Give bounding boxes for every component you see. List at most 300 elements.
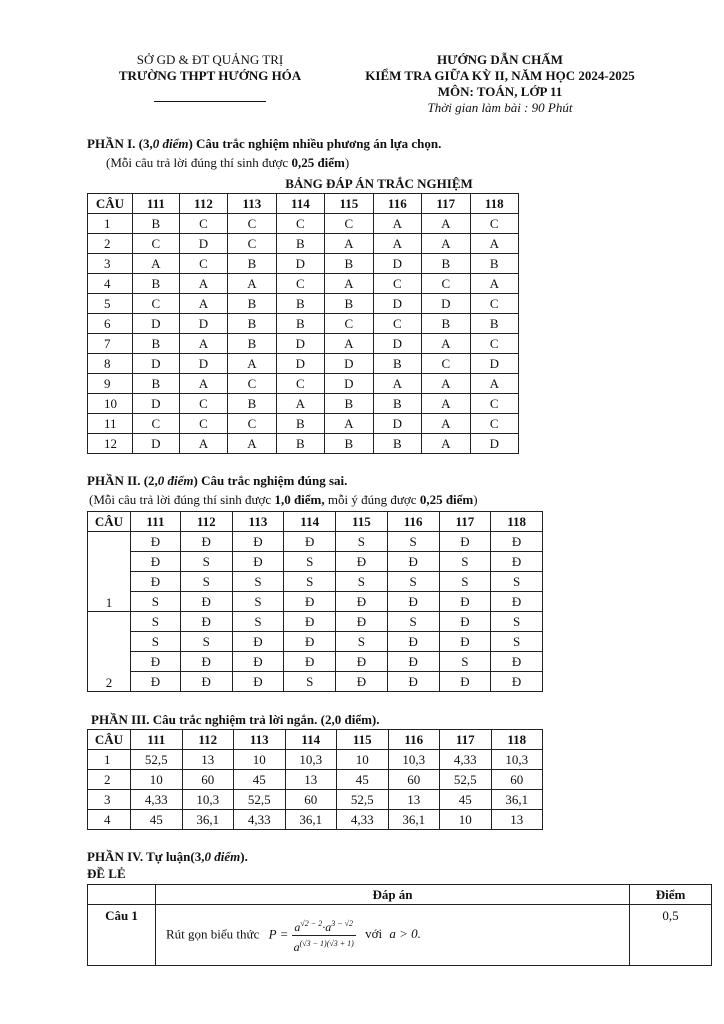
answer-cell: D: [373, 414, 421, 434]
table-header-cell: 116: [373, 194, 421, 214]
answer-cell: 36,1: [491, 790, 543, 810]
answer-cell: B: [276, 294, 324, 314]
answer-cell: 4,33: [131, 790, 183, 810]
answer-cell: 60: [388, 770, 440, 790]
answer-cell: A: [276, 394, 324, 414]
answer-cell: B: [276, 314, 324, 334]
answer-cell: C: [470, 294, 518, 314]
answer-cell: A: [422, 214, 470, 234]
answer-cell: 10,3: [285, 750, 337, 770]
table-header-cell: 115: [325, 194, 373, 214]
table-header-cell: 113: [228, 194, 276, 214]
question-number-cell: 2: [88, 612, 131, 692]
part1-answer-table: [87, 193, 519, 454]
answer-cell: Đ: [387, 552, 439, 572]
answer-cell: C: [133, 234, 180, 254]
answer-cell: 13: [491, 810, 543, 830]
essay-q1-content: [156, 905, 630, 966]
answer-cell: B: [325, 294, 373, 314]
answer-cell: A: [325, 274, 373, 294]
answer-cell: B: [373, 434, 421, 454]
answer-cell: A: [422, 334, 470, 354]
question-number-cell: 1: [88, 214, 133, 234]
answer-cell: 45: [337, 770, 389, 790]
part2-answer-table: [87, 511, 543, 692]
table-header-cell: 115: [336, 512, 388, 532]
essay-q1-label: Câu 1: [88, 905, 156, 966]
question-number-cell: 4: [88, 274, 133, 294]
answer-cell: Đ: [131, 572, 181, 592]
table-header-cell: CÂU: [88, 512, 131, 532]
answer-cell: C: [470, 214, 518, 234]
question-number-cell: 3: [88, 790, 131, 810]
table-header-cell: 112: [180, 512, 232, 532]
answer-cell: A: [373, 234, 421, 254]
answer-cell: Đ: [131, 652, 181, 672]
answer-cell: D: [179, 354, 227, 374]
table-row: [88, 790, 543, 810]
answer-cell: D: [133, 434, 180, 454]
answer-cell: D: [470, 434, 518, 454]
answer-cell: C: [470, 394, 518, 414]
answer-cell: Đ: [387, 652, 439, 672]
part2-note-b: 1,0 điểm,: [274, 492, 325, 507]
part4-title-b: 0 điểm: [204, 849, 241, 864]
part2-title: [87, 473, 347, 489]
answer-cell: D: [325, 374, 373, 394]
part1-note-b: 0,25 điểm: [291, 155, 345, 170]
answer-cell: A: [470, 374, 518, 394]
answer-cell: Đ: [180, 592, 232, 612]
answer-cell: C: [470, 414, 518, 434]
answer-cell: S: [284, 672, 336, 692]
answer-cell: Đ: [491, 532, 543, 552]
answer-cell: B: [325, 394, 373, 414]
formula-numerator: $a^{√2 - 2}\cdot a^{3 - √2}$: [292, 916, 356, 936]
question-number-cell: 3: [88, 254, 133, 274]
answer-cell: Đ: [491, 672, 543, 692]
answer-cell: Đ: [232, 672, 284, 692]
answer-cell: A: [325, 234, 373, 254]
table-row: [88, 274, 519, 294]
answer-cell: Đ: [232, 532, 284, 552]
answer-cell: D: [276, 334, 324, 354]
answer-cell: B: [228, 314, 276, 334]
answer-cell: B: [276, 234, 324, 254]
formula-fraction: [292, 916, 356, 955]
table-header-cell: 114: [284, 512, 336, 532]
answer-cell: A: [179, 374, 227, 394]
part1-header-row: [88, 194, 519, 214]
answer-cell: B: [133, 334, 180, 354]
answer-cell: Đ: [284, 632, 336, 652]
answer-cell: B: [276, 434, 324, 454]
table-row: [88, 592, 543, 612]
answer-cell: Đ: [180, 672, 232, 692]
answer-cell: S: [180, 632, 232, 652]
answer-cell: 13: [285, 770, 337, 790]
answer-cell: C: [276, 274, 324, 294]
essay-q1-formula: P = $\frac{a^{√2 - 2}\cdot a^{3 - √2}}{a^{(√3 - 1)(√3 + 1)}}$: [269, 916, 356, 955]
table-row: [88, 552, 543, 572]
answer-cell: Đ: [336, 612, 388, 632]
answer-cell: 45: [131, 810, 183, 830]
answer-cell: A: [422, 374, 470, 394]
answer-cell: Đ: [439, 532, 491, 552]
answer-cell: C: [228, 414, 276, 434]
answer-cell: S: [284, 572, 336, 592]
answer-cell: S: [491, 572, 543, 592]
answer-cell: Đ: [131, 672, 181, 692]
table-header-cell: 112: [182, 730, 234, 750]
answer-cell: C: [179, 414, 227, 434]
answer-cell: A: [325, 334, 373, 354]
essay-q1-with: với: [365, 925, 383, 941]
answer-cell: Đ: [284, 592, 336, 612]
answer-cell: S: [284, 552, 336, 572]
answer-cell: S: [336, 572, 388, 592]
answer-cell: Đ: [336, 592, 388, 612]
formula-denominator: $a^{(√3 - 1)(√3 + 1)}$: [293, 938, 354, 954]
table-row: [88, 414, 519, 434]
table-header-cell: CÂU: [88, 194, 133, 214]
answer-cell: 10: [337, 750, 389, 770]
school-header: [90, 52, 330, 102]
part3-title: PHẦN III. Câu trắc nghiệm trả lời ngắn. (2,0 điểm).: [91, 712, 380, 727]
part1-title-b: 0 điểm: [152, 136, 189, 151]
table-row: [88, 374, 519, 394]
table-row: [88, 354, 519, 374]
question-number-cell: 10: [88, 394, 133, 414]
answer-cell: 36,1: [182, 810, 234, 830]
answer-cell: Đ: [180, 532, 232, 552]
question-number-cell: 2: [88, 770, 131, 790]
part2-title-b: 0 điểm: [157, 473, 194, 488]
answer-cell: S: [439, 552, 491, 572]
table-header-cell: 115: [337, 730, 389, 750]
part2-note-a: (Mỗi câu trả lời đúng thí sinh được: [89, 492, 275, 507]
part2-note-c: mỗi ý đúng được: [324, 492, 420, 507]
answer-cell: 10: [440, 810, 492, 830]
answer-cell: 36,1: [388, 810, 440, 830]
answer-cell: C: [325, 314, 373, 334]
answer-cell: 45: [440, 790, 492, 810]
answer-cell: A: [179, 274, 227, 294]
answer-cell: D: [133, 394, 180, 414]
answer-cell: C: [133, 294, 180, 314]
answer-cell: D: [373, 254, 421, 274]
answer-cell: C: [179, 394, 227, 414]
answer-cell: B: [228, 334, 276, 354]
answer-cell: A: [325, 414, 373, 434]
part3-header-row: [88, 730, 543, 750]
answer-cell: B: [133, 214, 180, 234]
table-header-cell: 111: [131, 730, 183, 750]
answer-cell: S: [131, 632, 181, 652]
part4-title-c: ).: [240, 849, 248, 864]
answer-cell: C: [228, 234, 276, 254]
part2-note-d: 0,25 điểm: [419, 492, 474, 507]
part4-subtitle: ĐỀ LẺ: [87, 866, 126, 881]
question-number-cell: 7: [88, 334, 133, 354]
answer-cell: B: [325, 434, 373, 454]
table-row: [88, 632, 543, 652]
table-header-cell: 113: [234, 730, 286, 750]
answer-cell: B: [373, 394, 421, 414]
table-row: [88, 572, 543, 592]
table-row: [88, 770, 543, 790]
answer-cell: Đ: [180, 612, 232, 632]
answer-cell: Đ: [336, 672, 388, 692]
table-row: [88, 314, 519, 334]
answer-cell: S: [491, 632, 543, 652]
answer-cell: 10,3: [182, 790, 234, 810]
answer-cell: Đ: [387, 592, 439, 612]
answer-cell: Đ: [439, 632, 491, 652]
answer-cell: S: [439, 572, 491, 592]
answer-cell: B: [228, 294, 276, 314]
answer-cell: A: [133, 254, 180, 274]
table-header-cell: 114: [285, 730, 337, 750]
answer-cell: S: [387, 612, 439, 632]
question-number-cell: 5: [88, 294, 133, 314]
answer-cell: D: [470, 354, 518, 374]
answer-cell: D: [179, 234, 227, 254]
answer-cell: Đ: [387, 632, 439, 652]
answer-cell: D: [373, 334, 421, 354]
answer-cell: 10,3: [388, 750, 440, 770]
part1-note-c: ): [344, 155, 350, 170]
table-row: [88, 234, 519, 254]
table-row: [88, 810, 543, 830]
answer-cell: B: [470, 314, 518, 334]
answer-cell: C: [179, 254, 227, 274]
answer-cell: Đ: [439, 612, 491, 632]
part1-title-a: PHẦN I. (3,: [87, 136, 153, 151]
table-row: [88, 652, 543, 672]
answer-cell: C: [276, 214, 324, 234]
table-row: [88, 612, 543, 632]
answer-cell: D: [133, 314, 180, 334]
answer-cell: Đ: [180, 652, 232, 672]
essay-q1-text: Rút gọn biểu thức: [166, 925, 260, 941]
table-header-cell: 116: [388, 730, 440, 750]
table-header-cell: 118: [491, 730, 543, 750]
essay-col-question: [88, 885, 156, 905]
answer-cell: S: [439, 652, 491, 672]
answer-cell: C: [179, 214, 227, 234]
table-row: [88, 394, 519, 414]
table-header-cell: 113: [232, 512, 284, 532]
answer-cell: S: [336, 532, 388, 552]
doc-title: HƯỚNG DẪN CHẤM: [437, 52, 563, 67]
part2-note-e: ): [473, 492, 478, 507]
answer-cell: Đ: [284, 652, 336, 672]
answer-cell: C: [422, 274, 470, 294]
table-row: [88, 294, 519, 314]
part1-title-c: ) Câu trắc nghiệm nhiều phương án lựa chọn.: [188, 136, 442, 151]
table-header-cell: 112: [179, 194, 227, 214]
formula-var: P: [268, 925, 277, 941]
answer-cell: 52,5: [131, 750, 183, 770]
table-header-cell: 114: [276, 194, 324, 214]
answer-cell: A: [422, 234, 470, 254]
answer-cell: B: [133, 374, 180, 394]
answer-cell: 60: [182, 770, 234, 790]
answer-cell: Đ: [491, 552, 543, 572]
question-number-cell: 6: [88, 314, 133, 334]
answer-cell: A: [228, 434, 276, 454]
essay-header-row: [88, 885, 712, 905]
answer-cell: A: [373, 374, 421, 394]
table-row: [88, 750, 543, 770]
exam-header: [340, 52, 660, 116]
question-number-cell: 1: [88, 532, 131, 612]
answer-cell: Đ: [336, 652, 388, 672]
answer-cell: B: [470, 254, 518, 274]
department-name: SỞ GD & ĐT QUẢNG TRỊ: [136, 52, 284, 67]
answer-cell: D: [179, 314, 227, 334]
answer-cell: 10: [234, 750, 286, 770]
answer-cell: A: [422, 434, 470, 454]
answer-cell: S: [180, 572, 232, 592]
answer-cell: Đ: [284, 612, 336, 632]
essay-answer-table: [87, 884, 712, 966]
answer-cell: 52,5: [440, 770, 492, 790]
answer-cell: C: [325, 214, 373, 234]
table-row: [88, 532, 543, 552]
header-underline: [154, 101, 266, 102]
answer-cell: D: [325, 354, 373, 374]
table-row: [88, 672, 543, 692]
answer-cell: B: [422, 254, 470, 274]
answer-cell: D: [422, 294, 470, 314]
answer-cell: Đ: [131, 552, 181, 572]
part4-title: [87, 849, 248, 865]
answer-cell: S: [131, 612, 181, 632]
answer-cell: A: [179, 294, 227, 314]
answer-cell: B: [373, 354, 421, 374]
part2-title-a: PHẦN II. (2,: [87, 473, 158, 488]
answer-cell: Đ: [439, 592, 491, 612]
answer-cell: A: [179, 434, 227, 454]
part4-title-a: PHẦN IV. Tự luận(3,: [87, 849, 205, 864]
question-number-cell: 8: [88, 354, 133, 374]
answer-cell: Đ: [284, 532, 336, 552]
answer-cell: A: [422, 394, 470, 414]
answer-cell: C: [228, 374, 276, 394]
essay-col-answer: Đáp án: [156, 885, 630, 905]
table-row: [88, 334, 519, 354]
answer-cell: C: [133, 414, 180, 434]
answer-cell: D: [133, 354, 180, 374]
table-header-cell: 117: [439, 512, 491, 532]
answer-cell: 13: [182, 750, 234, 770]
part2-header-row: [88, 512, 543, 532]
essay-row-q1: [88, 905, 712, 966]
answer-cell: Đ: [232, 632, 284, 652]
answer-cell: C: [276, 374, 324, 394]
answer-cell: A: [228, 274, 276, 294]
subject-title: MÔN: TOÁN, LỚP 11: [437, 84, 563, 99]
answer-cell: A: [470, 234, 518, 254]
answer-cell: B: [276, 414, 324, 434]
answer-cell: Đ: [491, 592, 543, 612]
answer-cell: Đ: [439, 672, 491, 692]
answer-cell: 4,33: [337, 810, 389, 830]
answer-cell: Đ: [232, 552, 284, 572]
answer-cell: 36,1: [285, 810, 337, 830]
answer-cell: S: [232, 572, 284, 592]
table-header-cell: 117: [440, 730, 492, 750]
answer-cell: C: [228, 214, 276, 234]
essay-q1-score: 0,5: [630, 905, 712, 966]
answer-table-title: BẢNG ĐÁP ÁN TRẮC NGHIỆM: [285, 176, 473, 191]
table-header-cell: CÂU: [88, 730, 131, 750]
table-header-cell: 117: [422, 194, 470, 214]
table-row: [88, 254, 519, 274]
part1-note-a: (Mỗi câu trả lời đúng thí sinh được: [106, 155, 292, 170]
answer-cell: A: [422, 414, 470, 434]
table-header-cell: 118: [491, 512, 543, 532]
question-number-cell: 12: [88, 434, 133, 454]
question-number-cell: 2: [88, 234, 133, 254]
answer-cell: Đ: [336, 552, 388, 572]
part1-note: [106, 155, 349, 171]
answer-cell: D: [276, 254, 324, 274]
table-row: [88, 214, 519, 234]
answer-cell: B: [228, 394, 276, 414]
answer-cell: Đ: [387, 672, 439, 692]
answer-cell: 10: [131, 770, 183, 790]
answer-cell: S: [232, 612, 284, 632]
answer-cell: S: [491, 612, 543, 632]
table-row: [88, 434, 519, 454]
answer-cell: 4,33: [440, 750, 492, 770]
answer-cell: D: [276, 354, 324, 374]
answer-cell: Đ: [131, 532, 181, 552]
answer-cell: C: [470, 334, 518, 354]
answer-cell: A: [228, 354, 276, 374]
answer-cell: S: [232, 592, 284, 612]
answer-cell: 52,5: [234, 790, 286, 810]
answer-cell: A: [179, 334, 227, 354]
answer-cell: B: [325, 254, 373, 274]
answer-cell: S: [180, 552, 232, 572]
question-number-cell: 4: [88, 810, 131, 830]
part2-note: [89, 492, 478, 508]
table-header-cell: 116: [387, 512, 439, 532]
answer-cell: B: [228, 254, 276, 274]
answer-cell: 45: [234, 770, 286, 790]
answer-cell: C: [373, 314, 421, 334]
answer-cell: 52,5: [337, 790, 389, 810]
answer-cell: A: [373, 214, 421, 234]
question-number-cell: 1: [88, 750, 131, 770]
answer-cell: 10,3: [491, 750, 543, 770]
answer-cell: A: [470, 274, 518, 294]
table-header-cell: 111: [133, 194, 180, 214]
answer-cell: Đ: [491, 652, 543, 672]
answer-cell: 13: [388, 790, 440, 810]
answer-cell: 60: [491, 770, 543, 790]
answer-cell: 4,33: [234, 810, 286, 830]
answer-cell: 60: [285, 790, 337, 810]
answer-cell: C: [373, 274, 421, 294]
part3-answer-table: [87, 729, 543, 830]
answer-cell: D: [373, 294, 421, 314]
answer-cell: B: [133, 274, 180, 294]
